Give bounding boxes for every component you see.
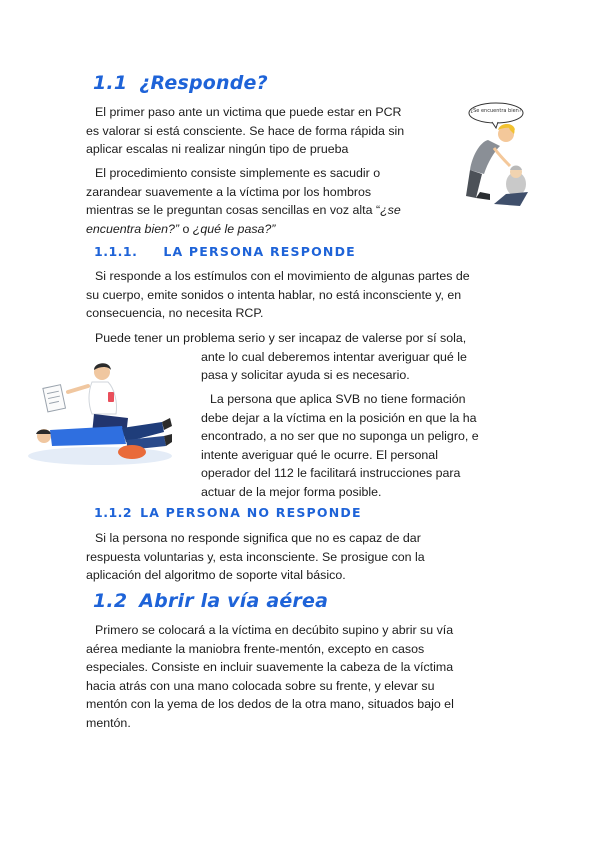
section-title: Abrir la vía aérea: [139, 590, 329, 612]
paragraph-line: [86, 201, 401, 220]
paragraph-line: hacia atrás con una mano colocada sobre su frente, y elevar su: [86, 678, 435, 693]
paragraph-line: respuesta voluntarias y, esta inconsciente. Se prosigue con la: [86, 549, 425, 564]
paragraph-line: actuar de la mejor forma posible.: [201, 484, 382, 499]
rescuer-checking-victim-illustration: [450, 100, 534, 210]
paragraph-line: consecuencia, no necesita RCP.: [86, 306, 264, 320]
paragraph: La persona que aplica SVB no tiene formación: [210, 392, 466, 406]
paragraph-line: aplicar escalas ni realizar ningún tipo de prueba: [86, 142, 349, 156]
paragraph-line: [86, 220, 275, 239]
paragraph-line: zarandear suavemente a la víctima por los hombros: [86, 184, 372, 199]
paragraph-line: su cuerpo, emite sonidos o intenta hablar, no está inconsciente y, en: [86, 287, 462, 302]
section-number: 1.2: [93, 590, 128, 612]
section-1-2-heading: [93, 590, 328, 612]
emergency-call-illustration: [22, 356, 172, 468]
paragraph-line: especiales. Consiste en incluir suavemente la cabeza de la víctima: [86, 660, 454, 674]
paragraph-line: encontrado, a no ser que no suponga un peligro, e: [201, 429, 479, 443]
text-run: o: [179, 221, 193, 236]
section-title: LA PERSONA RESPONDE: [163, 244, 356, 259]
section-number: 1.1: [93, 72, 128, 94]
paragraph-line: debe dejar a la víctima en la posición en que la ha: [201, 410, 477, 425]
section-number: 1.1.2: [94, 505, 133, 520]
paragraph-line: aplicación del algoritmo de soporte vital básico.: [86, 568, 346, 582]
paragraph: El primer paso ante un victima que puede estar en PCR: [95, 105, 402, 119]
paragraph: Primero se colocará a la víctima en decúbito supino y abrir su vía: [95, 623, 454, 637]
paragraph-line: pasa y solicitar ayuda si es necesario.: [201, 368, 410, 382]
paragraph-line: es valorar si está consciente. Se hace de forma rápida sin: [86, 123, 405, 138]
paragraph: Si responde a los estímulos con el movimiento de algunas partes de: [95, 269, 470, 283]
section-1-1-heading: [93, 72, 268, 94]
text-run-italic: ¿qué le pasa?”: [192, 221, 276, 236]
text-run-italic: encuentra bien?”: [86, 221, 179, 236]
paragraph-line: intente averiguar qué le ocurre. El personal: [201, 447, 438, 462]
text-run: mientras se le preguntan cosas sencillas en voz alta “: [86, 203, 381, 217]
paragraph-line: mentón con la yema de los dedos de la otra mano, situados bajo el: [86, 697, 454, 711]
section-number: 1.1.1.: [94, 244, 138, 259]
paragraph-line: ante lo cual deberemos intentar averiguar qué le: [201, 349, 467, 364]
paragraph: El procedimiento consiste simplemente es sacudir o: [95, 166, 381, 180]
section-1-1-2-heading: [94, 505, 362, 520]
section-1-1-1-heading: [94, 244, 356, 259]
section-title: ¿Responde?: [139, 72, 268, 94]
text-run-italic: ¿se: [380, 203, 401, 217]
paragraph-line: aérea mediante la maniobra frente-mentón, excepto en casos: [86, 641, 425, 656]
section-title: LA PERSONA NO RESPONDE: [140, 505, 362, 520]
paragraph-line: operador del 112 le facilitará instrucciones para: [201, 466, 461, 480]
paragraph-line: mentón.: [86, 715, 131, 730]
speech-bubble-text: ¿Se encuentra bien?: [470, 108, 522, 114]
paragraph: Puede tener un problema serio y ser incapaz de valerse por sí sola,: [95, 331, 467, 345]
paragraph: Si la persona no responde significa que no es capaz de dar: [95, 531, 421, 545]
